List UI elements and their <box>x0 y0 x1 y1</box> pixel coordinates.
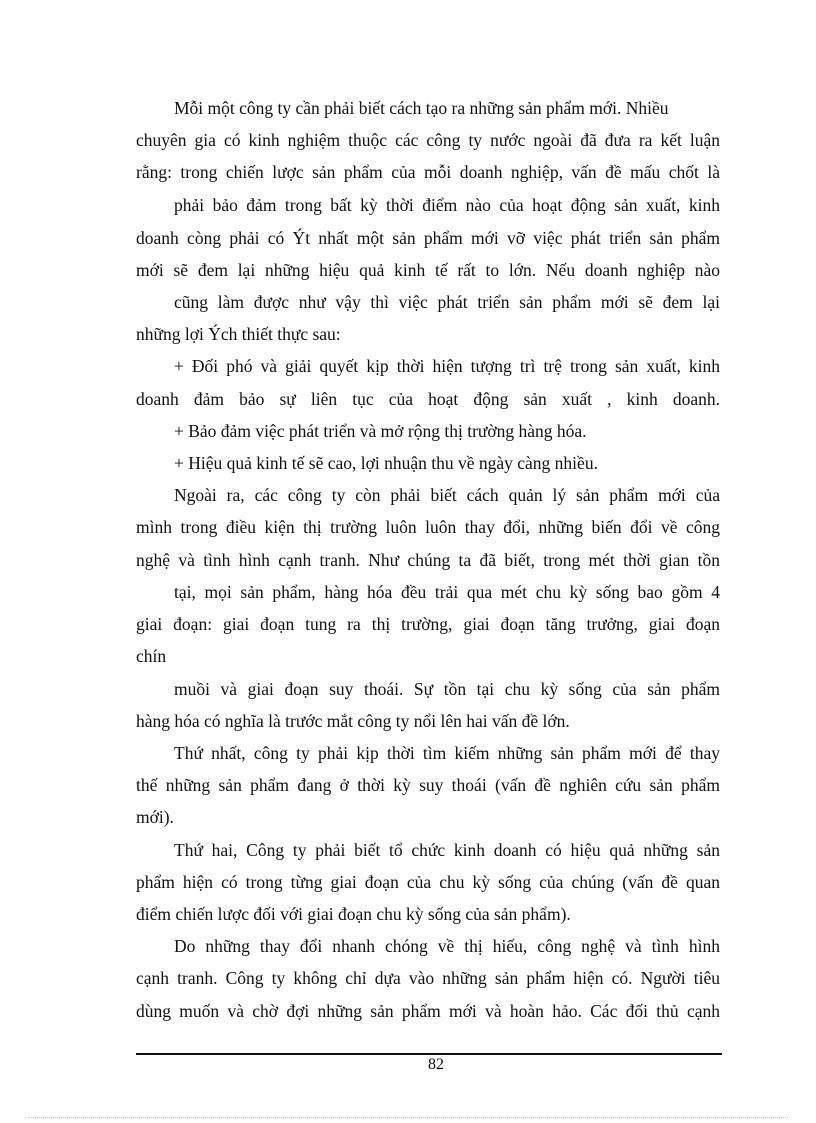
text-line: chuyên gia có kinh nghiệm thuộc các công ty nước ngoài đã đưa ra kết luận <box>136 130 720 150</box>
text-line: thế những sản phẩm đang ở thời kỳ suy thoái (vấn đề nghiên cứu sản phẩm <box>136 775 720 795</box>
text-line: cũng làm được như vậy thì việc phát triển sản phẩm mới sẽ đem lại <box>174 292 720 312</box>
text-line: Mỗi một công ty cần phải biết cách tạo ra những sản phẩm mới. Nhiều <box>174 98 669 118</box>
text-line: cạnh tranh. Công ty không chỉ dựa vào những sản phẩm hiện có. Người tiêu <box>136 968 720 988</box>
text-line: nghệ và tình hình cạnh tranh. Như chúng ta đã biết, trong mét thời gian tồn <box>136 550 720 570</box>
text-line: Thứ nhất, công ty phải kịp thời tìm kiếm những sản phẩm mới để thay <box>174 743 720 763</box>
text-line: rằng: trong chiến lược sản phẩm của mỗi doanh nghiệp, vấn đề mấu chốt là <box>136 162 720 182</box>
text-line: giai đoạn: giai đoạn tung ra thị trường, giai đoạn tăng trưởng, giai đoạn <box>136 614 720 634</box>
text-line: điểm chiến lược đối với giai đoạn chu kỳ sống của sản phẩm). <box>136 904 571 924</box>
bullet-line: + Bảo đảm việc phát triển và mở rộng thị trường hàng hóa. <box>174 421 587 441</box>
text-line: phải bảo đảm trong bất kỳ thời điểm nào của hoạt động sản xuất, kinh <box>174 195 720 215</box>
text-line: hàng hóa có nghĩa là trước mắt công ty nổi lên hai vấn đề lớn. <box>136 711 570 731</box>
text-line: những lợi Ých thiết thực sau: <box>136 324 341 344</box>
text-line: tại, mọi sản phẩm, hàng hóa đều trải qua mét chu kỳ sống bao gồm 4 <box>174 582 720 602</box>
text-line: chín <box>136 646 167 666</box>
text-line: doanh đảm bảo sự liên tục của hoạt động sản xuất , kinh doanh. <box>136 389 720 409</box>
page-bottom-border <box>28 1117 788 1118</box>
page-number: 82 <box>428 1056 444 1073</box>
text-line: dùng muốn và chờ đợi những sản phẩm mới và hoàn hảo. Các đối thủ cạnh <box>136 1001 720 1021</box>
bullet-line: + Đối phó và giải quyết kịp thời hiện tượng trì trệ trong sản xuất, kinh <box>174 356 720 376</box>
text-line: doanh còng phải có Ýt nhất một sản phẩm mới vỡ việc phát triển sản phẩm <box>136 228 720 248</box>
text-line: mình trong điều kiện thị trường luôn luôn thay đổi, những biến đổi về công <box>136 517 720 537</box>
text-line: muồi và giai đoạn suy thoái. Sự tồn tại chu kỳ sống của sản phẩm <box>174 679 720 699</box>
text-line: mới). <box>136 807 174 827</box>
text-line: Thứ hai, Công ty phải biết tổ chức kinh doanh có hiệu quả những sản <box>174 840 720 860</box>
text-line: Ngoài ra, các công ty còn phải biết cách quản lý sản phẩm mới của <box>174 485 720 505</box>
text-line: phẩm hiện có trong từng giai đoạn của chu kỳ sống của chúng (vấn đề quan <box>136 872 720 892</box>
text-line: mới sẽ đem lại những hiệu quả kinh tế rất to lớn. Nếu doanh nghiệp nào <box>136 260 720 280</box>
text-line: Do những thay đổi nhanh chóng về thị hiếu, công nghệ và tình hình <box>174 936 720 956</box>
bullet-line: + Hiệu quả kinh tế sẽ cao, lợi nhuận thu về ngày càng nhiều. <box>174 453 598 473</box>
